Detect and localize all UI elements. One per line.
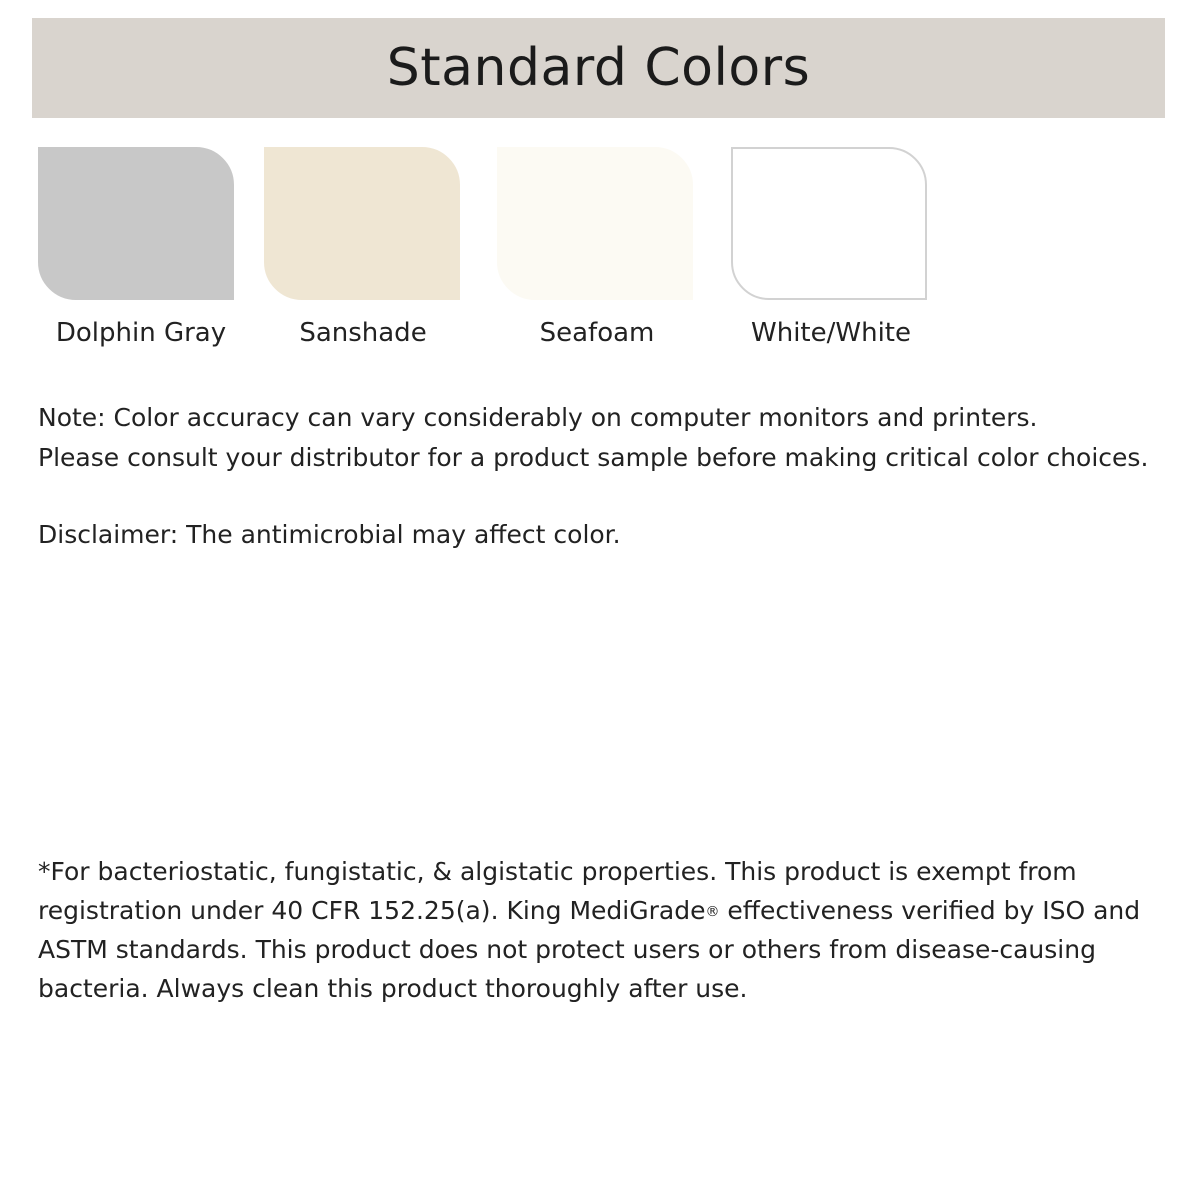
swatch-label-white-white: White/White	[751, 318, 911, 348]
note-line-2: Please consult your distributor for a product sample before making critical color choices.	[38, 443, 1149, 472]
header-band	[32, 18, 1165, 118]
footnote-line-4: bacteria. Always clean this product thoroughly after use.	[38, 974, 748, 1003]
footnote-line-2-start: registration under 40 CFR 152.25(a). King MediGrade	[38, 896, 706, 925]
swatch-label-dolphin-gray: Dolphin Gray	[55, 318, 227, 348]
swatch-label-sanshade: Sanshade	[299, 318, 427, 348]
footnote-line-3: ASTM standards. This product does not protect users or others from disease-causing	[38, 935, 1096, 964]
footnote-line-2	[38, 891, 1158, 930]
footnote-line-1: *For bacteriostatic, fungistatic, & algistatic properties. This product is exempt from	[38, 857, 1077, 886]
swatch-seafoam	[497, 147, 693, 300]
footnote-line-2-end: effectiveness verified by ISO and	[719, 896, 1141, 925]
swatch-label-seafoam: Seafoam	[539, 318, 655, 348]
disclaimer: Disclaimer: The antimicrobial may affect color.	[38, 520, 621, 549]
registered-mark: ®	[705, 904, 720, 920]
swatch-sanshade	[264, 147, 460, 300]
swatch-white-white	[731, 147, 927, 300]
color-accuracy-note	[38, 398, 1188, 478]
note-line-1: Note: Color accuracy can vary considerably on computer monitors and printers.	[38, 403, 1038, 432]
page-title: Standard Colors	[386, 38, 811, 98]
antimicrobial-footnote	[38, 852, 1158, 1008]
swatch-dolphin-gray	[38, 147, 234, 300]
